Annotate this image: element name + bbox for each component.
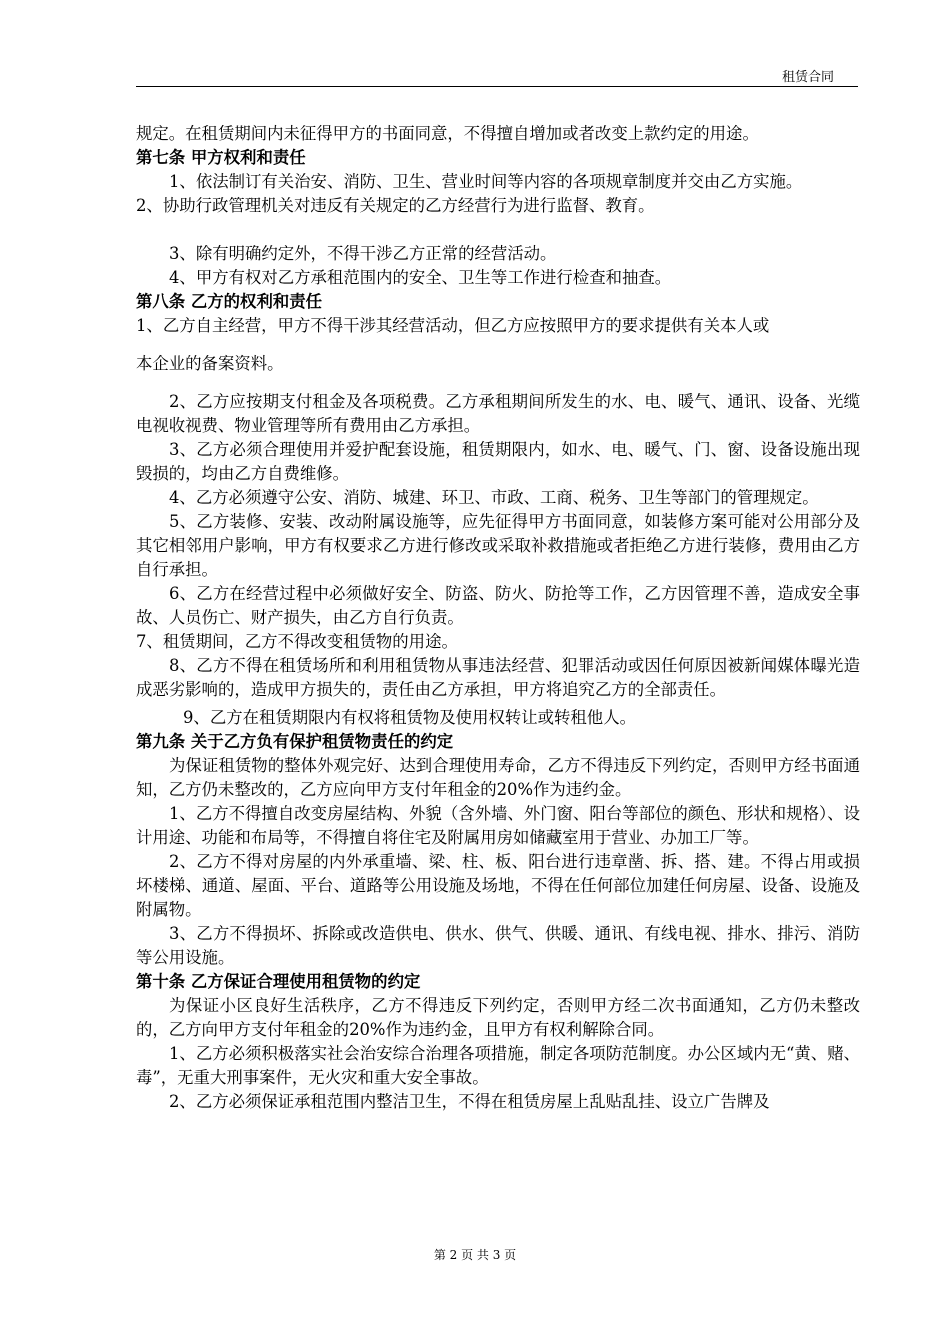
section-8-item-5: 5、乙方装修、安装、改动附属设施等，应先征得甲方书面同意，如装修方案可能对公用部分及其它相邻用户影响，甲方有权要求乙方进行修改或采取补救措施或者拒绝乙方进行装修，费用由乙方自行承担。 [136, 512, 860, 579]
section-8-item-6: 6、乙方在经营过程中必须做好安全、防盗、防火、防抢等工作，乙方因管理不善，造成安全事故、人员伤亡、财产损失，由乙方自行负责。 [136, 584, 860, 627]
section-9-item-3: 3、乙方不得损坏、拆除或改造供电、供水、供气、供暖、通讯、有线电视、排水、排污、消防等公用设施。 [136, 924, 860, 967]
page-number: 第 2 页 共 3 页 [433, 1248, 517, 1262]
section-10-intro: 为保证小区良好生活秩序，乙方不得违反下列约定，否则甲方经二次书面通知，乙方仍未整改的，乙方向甲方支付年租金的20%作为违约金，且甲方有权利解除合同。 [136, 996, 860, 1039]
section-10-heading: 第十条 乙方保证合理使用租赁物的约定 [136, 972, 421, 991]
section-7-item-1: 1、依法制订有关治安、消防、卫生、营业时间等内容的各项规章制度并交由乙方实施。 [169, 172, 803, 191]
section-7-item-3: 3、除有明确约定外，不得干涉乙方正常的经营活动。 [169, 244, 557, 263]
document-body [136, 122, 860, 1114]
section-7-item-2: 2、协助行政管理机关对违反有关规定的乙方经营行为进行监督、教育。 [136, 196, 655, 215]
section-8-item-8: 8、乙方不得在租赁场所和利用租赁物从事违法经营、犯罪活动或因任何原因被新闻媒体曝光造成恶劣影响的，造成甲方损失的，责任由乙方承担，甲方将追究乙方的全部责任。 [136, 656, 860, 699]
section-8-heading: 第八条 乙方的权利和责任 [136, 292, 323, 311]
section-8-item-9: 9、乙方在租赁期限内有权将租赁物及使用权转让或转租他人。 [183, 708, 636, 727]
section-8-item-2: 2、乙方应按期支付租金及各项税费。乙方承租期间所发生的水、电、暖气、通讯、设备、光缆电视收视费、物业管理等所有费用由乙方承担。 [136, 392, 860, 435]
section-9-intro: 为保证租赁物的整体外观完好、达到合理使用寿命，乙方不得违反下列约定，否则甲方经书面通知，乙方仍未整改的，乙方应向甲方支付年租金的20%作为违约金。 [136, 756, 860, 799]
section-10-item-1: 1、乙方必须积极落实社会治安综合治理各项措施，制定各项防范制度。办公区域内无“黄、赌、毒”，无重大刑事案件，无火灾和重大安全事故。 [136, 1044, 860, 1087]
section-7-item-4: 4、甲方有权对乙方承租范围内的安全、卫生等工作进行检查和抽查。 [169, 268, 672, 287]
page-header [136, 64, 858, 87]
section-8-item-4: 4、乙方必须遵守公安、消防、城建、环卫、市政、工商、税务、卫生等部门的管理规定。 [169, 488, 819, 507]
section-8-item-7: 7、租赁期间，乙方不得改变租赁物的用途。 [136, 632, 458, 651]
section-9-item-1: 1、乙方不得擅自改变房屋结构、外貌（含外墙、外门窗、阳台等部位的颜色、形状和规格）、设计用途、功能和布局等，不得擅自将住宅及附属用房如储藏室用于营业、办加工厂等。 [136, 804, 860, 847]
section-8-item-1: 1、乙方自主经营，甲方不得干涉其经营活动，但乙方应按照甲方的要求提供有关本人或 [136, 316, 770, 335]
header-title: 租赁合同 [781, 70, 834, 85]
section-9-heading: 第九条 关于乙方负有保护租赁物责任的约定 [136, 732, 454, 751]
section-10-item-2: 2、乙方必须保证承租范围内整洁卫生，不得在租赁房屋上乱贴乱挂、设立广告牌及 [169, 1092, 770, 1111]
section-8-item-3: 3、乙方必须合理使用并爱护配套设施，租赁期限内，如水、电、暖气、门、窗、设备设施出现毁损的，均由乙方自费维修。 [136, 440, 860, 483]
paragraph-continuation: 规定。在租赁期间内未征得甲方的书面同意，不得擅自增加或者改变上款约定的用途。 [136, 124, 759, 143]
section-8-item-1-cont: 本企业的备案资料。 [136, 354, 284, 373]
section-9-item-2: 2、乙方不得对房屋的内外承重墙、梁、柱、板、阳台进行违章凿、拆、搭、建。不得占用或损坏楼梯、通道、屋面、平台、道路等公用设施及场地，不得在任何部位加建任何房屋、设备、设施及附属物。 [136, 852, 860, 919]
page-footer [0, 1246, 950, 1263]
section-7-heading: 第七条 甲方权利和责任 [136, 148, 306, 167]
